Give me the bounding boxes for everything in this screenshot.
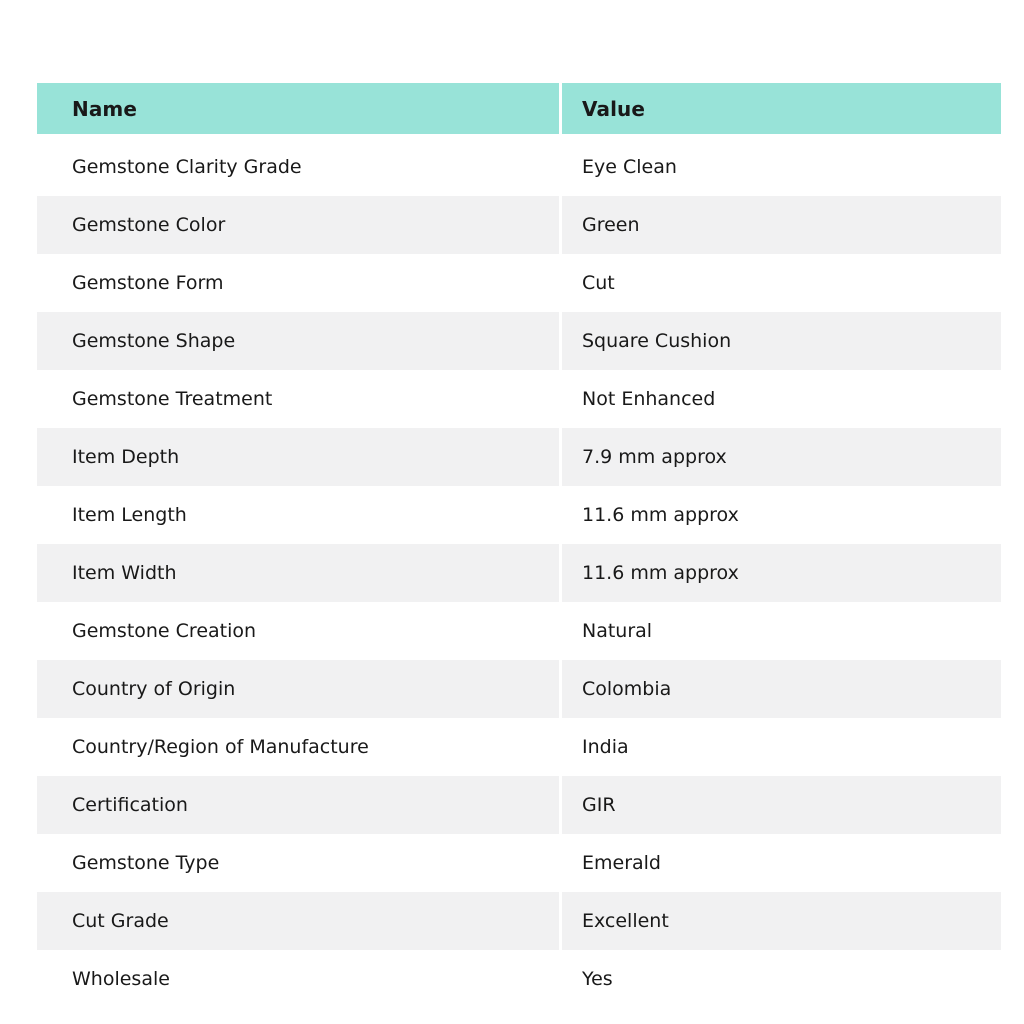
- table-row: [37, 196, 1001, 254]
- table-row: [37, 138, 1001, 196]
- table-row: [37, 428, 1001, 486]
- spec-name-cell: Gemstone Color: [37, 196, 562, 254]
- spec-name-cell: Certification: [37, 776, 562, 834]
- spec-value-cell: Emerald: [562, 834, 1001, 892]
- spec-name-cell: Gemstone Treatment: [37, 370, 562, 428]
- spec-value-cell: Green: [562, 196, 1001, 254]
- spec-value-cell: Square Cushion: [562, 312, 1001, 370]
- column-header-name: Name: [37, 83, 562, 138]
- spec-value-cell: Yes: [562, 950, 1001, 1008]
- table-row: [37, 660, 1001, 718]
- spec-value-cell: Cut: [562, 254, 1001, 312]
- spec-value-cell: India: [562, 718, 1001, 776]
- spec-name-cell: Gemstone Shape: [37, 312, 562, 370]
- table-row: [37, 776, 1001, 834]
- spec-name-cell: Item Depth: [37, 428, 562, 486]
- spec-value-cell: Not Enhanced: [562, 370, 1001, 428]
- spec-value-cell: 11.6 mm approx: [562, 486, 1001, 544]
- spec-name-cell: Gemstone Creation: [37, 602, 562, 660]
- spec-value-cell: GIR: [562, 776, 1001, 834]
- table-row: [37, 892, 1001, 950]
- spec-value-cell: Natural: [562, 602, 1001, 660]
- spec-value-cell: Excellent: [562, 892, 1001, 950]
- spec-value-cell: Eye Clean: [562, 138, 1001, 196]
- table-row: [37, 254, 1001, 312]
- table-row: [37, 486, 1001, 544]
- spec-value-cell: 11.6 mm approx: [562, 544, 1001, 602]
- spec-value-cell: Colombia: [562, 660, 1001, 718]
- column-header-value: Value: [562, 83, 1001, 138]
- table-row: [37, 370, 1001, 428]
- spec-name-cell: Item Length: [37, 486, 562, 544]
- table-row: [37, 544, 1001, 602]
- spec-name-cell: Gemstone Clarity Grade: [37, 138, 562, 196]
- table-row: [37, 312, 1001, 370]
- table-row: [37, 950, 1001, 1008]
- item-specifics-table-container: [37, 83, 1001, 1008]
- table-header: [37, 83, 1001, 138]
- spec-name-cell: Cut Grade: [37, 892, 562, 950]
- spec-value-cell: 7.9 mm approx: [562, 428, 1001, 486]
- table-header-row: [37, 83, 1001, 138]
- table-body: [37, 138, 1001, 1008]
- spec-name-cell: Country of Origin: [37, 660, 562, 718]
- spec-name-cell: Gemstone Type: [37, 834, 562, 892]
- table-row: [37, 834, 1001, 892]
- spec-name-cell: Wholesale: [37, 950, 562, 1008]
- item-specifics-table: [37, 83, 1001, 1008]
- spec-name-cell: Gemstone Form: [37, 254, 562, 312]
- table-row: [37, 602, 1001, 660]
- table-row: [37, 718, 1001, 776]
- spec-name-cell: Item Width: [37, 544, 562, 602]
- spec-name-cell: Country/Region of Manufacture: [37, 718, 562, 776]
